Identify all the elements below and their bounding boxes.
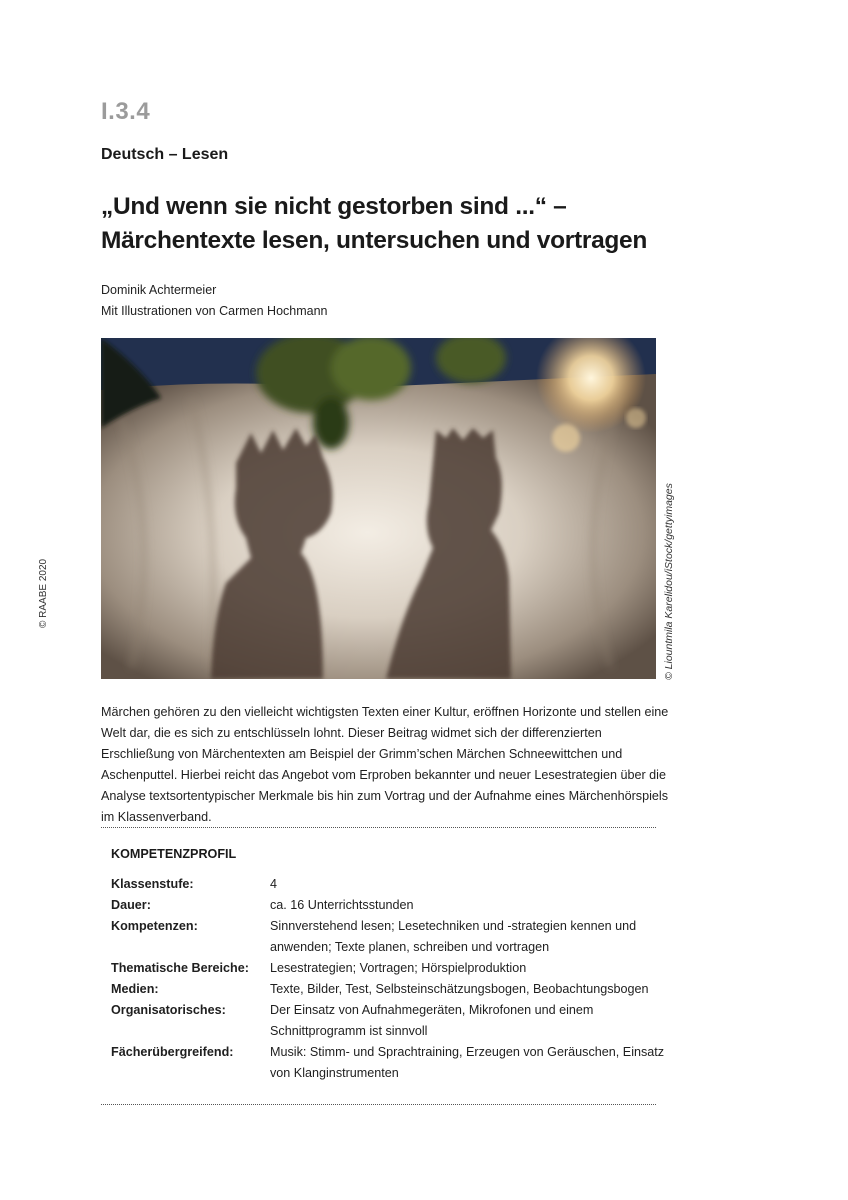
title-line-1: „Und wenn sie nicht gestorben sind ...“ –	[101, 193, 567, 220]
divider-top	[101, 827, 656, 828]
profile-value: Lesestrategien; Vortragen; Hörspielproduktion	[270, 961, 527, 975]
divider-bottom	[101, 1104, 656, 1105]
profile-heading: KOMPETENZPROFIL	[111, 847, 237, 861]
profile-row	[111, 895, 671, 916]
profile-label: Dauer:	[111, 898, 151, 912]
copyright-notice: © RAABE 2020	[38, 558, 49, 628]
section-number: I.3.4	[101, 98, 151, 125]
profile-value: Sinnverstehend lesen; Lesetechniken und -strategien kennen und anwenden; Texte planen, schreiben und vortragen	[270, 919, 637, 954]
profile-label: Medien:	[111, 982, 159, 996]
photo-credit: © Liountmila Karelidou/iStock/gettyimages	[663, 483, 675, 680]
author-name: Dominik Achtermeier	[101, 283, 217, 297]
competence-profile-table	[111, 874, 671, 1084]
profile-value: 4	[270, 877, 278, 891]
profile-label: Fächerübergreifend:	[111, 1045, 234, 1059]
author-block	[101, 280, 328, 322]
subject-heading: Deutsch – Lesen	[101, 146, 229, 163]
profile-value: Texte, Bilder, Test, Selbsteinschätzungsbogen, Beobachtungsbogen	[270, 982, 649, 996]
profile-label: Organisatorisches:	[111, 1003, 226, 1017]
profile-row	[111, 1000, 671, 1042]
profile-label: Kompetenzen:	[111, 919, 198, 933]
profile-label: Klassenstufe:	[111, 877, 194, 891]
profile-row	[111, 916, 671, 958]
illustrator-credit: Mit Illustrationen von Carmen Hochmann	[101, 304, 328, 318]
page-title	[101, 190, 701, 258]
profile-label: Thematische Bereiche:	[111, 961, 249, 975]
profile-row	[111, 1042, 671, 1084]
title-line-2: Märchentexte lesen, untersuchen und vortragen	[101, 227, 648, 254]
profile-value: ca. 16 Unterrichtsstunden	[270, 898, 414, 912]
intro-paragraph: Märchen gehören zu den vielleicht wichtigsten Texten einer Kultur, eröffnen Horizonte und stellen eine Welt dar, die es sich zu entschlüsseln lohnt. Dieser Beitrag widmet sich der differenzierten Erschließung von Märchentexten am Beispiel der Grimm’schen Märchen Schneewittchen und Aschenputtel. Hierbei reicht das Angebot vom Erproben bekannter und neuer Lesestrategien über die Analyse textsortentypischer Merkmale bis hin zum Vortrag und der Aufnahme eines Märchenhörspiels im Klassenverband.	[101, 705, 669, 824]
cover-photo	[101, 338, 656, 679]
profile-row	[111, 958, 671, 979]
profile-value: Der Einsatz von Aufnahmegeräten, Mikrofonen und einem Schnittprogramm ist sinnvoll	[270, 1003, 594, 1038]
profile-row	[111, 874, 671, 895]
profile-row	[111, 979, 671, 1000]
profile-value: Musik: Stimm- und Sprachtraining, Erzeugen von Geräuschen, Einsatz von Klanginstrumenten	[270, 1045, 665, 1080]
